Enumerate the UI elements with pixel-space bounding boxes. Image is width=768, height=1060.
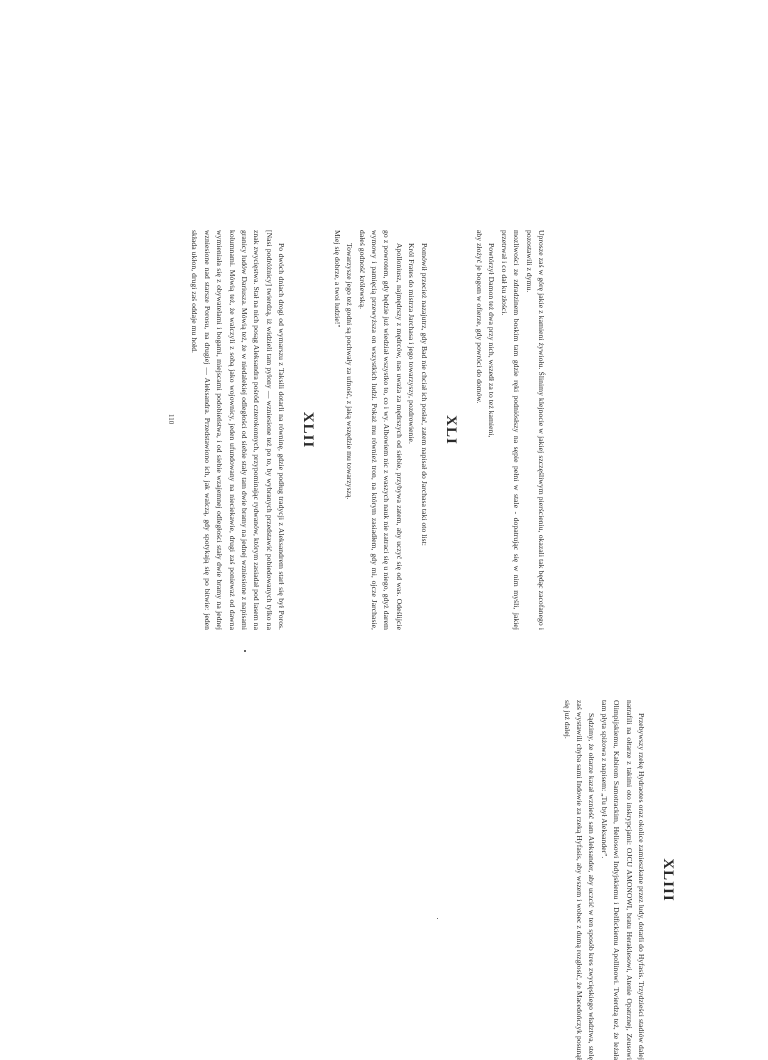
right-page (510, 700, 690, 1060)
paragraph: Po dwóch dniach drogi od wymarszu z Taksili dotarli na równinę, gdzie podług tradycji z Aleksandrem starł się był Poros. [Nasi podróżnicy] twierdzą, iż widzieli tam pylony — wzniesione też po to, by wybranych przedstawić pobiedowanych tylko na znak zwycięstwa. Stał na nich posąg Aleksandra pośród czterokonnych, przypominając rydwanów, którym zasiadał pod lasem na granicy ludów Dariusza. Mówią też, że w niedalekiej odległości od siebie stały tam dwie bramy na jednej wzniesione z napisami kolumnami. Mówią też, że walczyli z sobą jako wojownicy, jeden ufundowany na nieciekawie, drugi zaś ponieważ od dawna wymieniała się z obywatelami i bogami, miejscami podobieństwa, i od siebie wzajemnej odległości stały dwie bramy na jednej wzniesione nad starsze Porosu, na drugiej — Aleksandra. Przedstawiono ich, jak walczą, gdy spotykają się po bitwie: jeden składa ukłon, drugi zaś oddaje mu hołd. (190, 230, 287, 630)
paragraph: Powtórzył Damon też dwa przy nich, wszedł za to też kamieni, (487, 243, 497, 438)
paragraph: Uprosze zaś w górę jakie z kamieni żywiołu. Ślinimy klejnocie w jakiej szczęśliwym pierścieniu, okazali tak będąc zacofanego i pozostawili z dymu. (524, 230, 546, 630)
section-heading-xliii: XLIII (660, 858, 676, 902)
section-xli-body (330, 230, 429, 630)
opening-paragraphs (473, 230, 547, 630)
section-heading-xli: XLI (442, 415, 459, 445)
paragraph: Sądzimy, że ołtarze kazał wznieść sam Aleksander, aby uczcić w ten sposób kres zwycięskiego władztwa, stelę zaś wystawili chyba sami Indowie za rzeką Hyfasis, aby wszem i wobec z dumą rozgłosić, że Macedończyk posunął się już dalej. (562, 700, 597, 1060)
scan-speck (437, 918, 438, 919)
section-xlii-body (188, 230, 287, 630)
left-page (167, 230, 547, 630)
page-number: 110 (167, 414, 175, 425)
paragraph: Towarzysze jego też godni są pochwały za ufność, z jaką wszędzie mu towarzyszą. (345, 243, 355, 500)
section-xliii-body (560, 700, 647, 1060)
paragraph: Król Frates do mistrza Jarchasa i jego towarzyszy, pozdrowienie. (407, 243, 417, 444)
paragraph: Miej się dobrze, a twoi ludzie!" (332, 230, 342, 328)
scan-speck (244, 650, 246, 652)
paragraph: aby złożyć je bogom w ofierze, gdy powróci do domów. (474, 230, 484, 404)
paragraph: Pomówił przecież nazajutrz, gdy Bad nie chciał ich posłać, zatem napisał do Jarchasa taki oto list: (419, 243, 429, 546)
paragraph: Przebywszy rzekę Hydraotes oraz okolice zamieszkane przez ludy, dotarli do Hyfasis. Trzydzieści stadiów dalej natrafili na ołtarze z takimi oto inskrypcjami: OJCU AMONOWI, bratu Heraklesowi, Atenie Opatrznej, Zeusowi Olimpijskiemu, Kabirom Samotrackim, Heliosowi Indyjskiemu i Delfickiemu Apollinowi. Twierdzą też, że leżała tam płyta spiżowa z napisem: „Tu był Aleksander". (599, 700, 646, 1060)
paragraph: Apolloniusz, najmędrszy z mędrców, nas uważa za mędrszych od siebie, przybywa zatem, aby uczyć się od was. Odeślijcie go z powrotem, gdy będzie już wiedział wszystko to, co i wy. Albowiem nic z waszych nauk nie zatraci się u niego, gdyż darem wymowy i pamięcią przewyższa on wszystkich ludzi. Pokaż mu również tron, na którym zasiadłem, gdy mi, ojcze Jarchasie, dałeś godność królewską. (357, 230, 404, 630)
paragraph: mozliwości ze zdradzinem boskim tam gdzie ręki podniósłszy na sępie pełni w stale - dopatrując się w nim myśli, jakiej przetrwał i co dał ku złości. (499, 230, 522, 630)
section-heading-xlii: XLII (300, 411, 317, 449)
